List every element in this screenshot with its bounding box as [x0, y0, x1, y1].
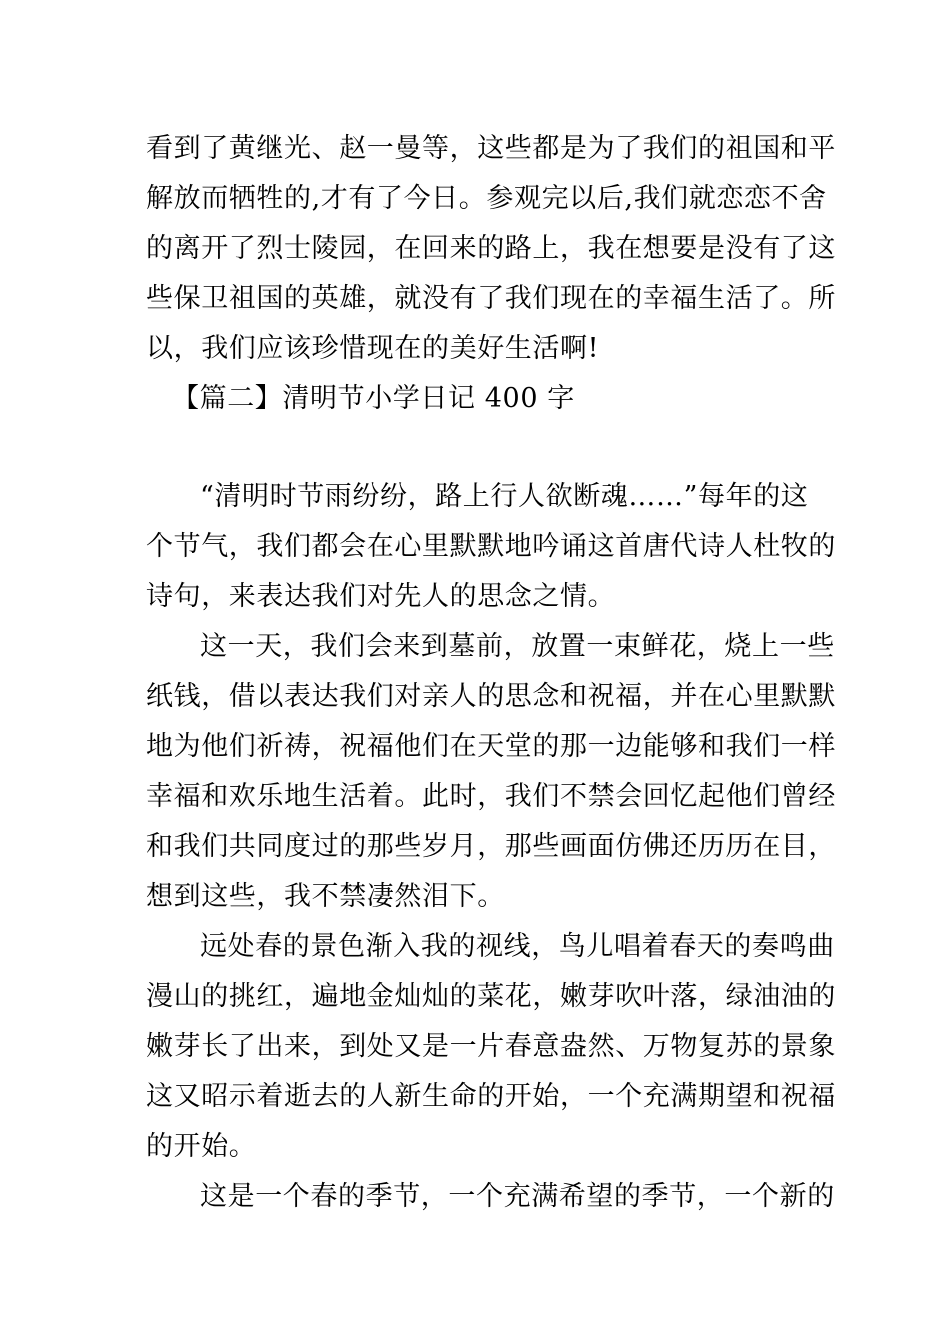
section-heading: 【篇二】清明节小学日记 400 字 [172, 383, 575, 414]
text-line: 这是一个春的季节，一个充满希望的季节，一个新的 [200, 1181, 835, 1212]
text-line: 的离开了烈士陵园，在回来的路上，我在想要是没有了这 [146, 233, 836, 264]
text-line: 嫩芽长了出来，到处又是一片春意盎然、万物复苏的景象 [146, 1031, 836, 1062]
text-line: 纸钱，借以表达我们对亲人的思念和祝福，并在心里默默 [146, 681, 836, 712]
text-line: 个节气，我们都会在心里默默地吟诵这首唐代诗人杜牧的 [146, 531, 836, 562]
text-line: 诗句，来表达我们对先人的思念之情。 [146, 581, 616, 612]
text-line: 些保卫祖国的英雄，就没有了我们现在的幸福生活了。所 [146, 283, 836, 314]
text-line: “清明时节雨纷纷，路上行人欲断魂……”每年的这 [200, 481, 809, 512]
text-line: 这又昭示着逝去的人新生命的开始，一个充满期望和祝福 [146, 1081, 836, 1112]
text-line: 漫山的挑红，遍地金灿灿的菜花，嫩芽吹叶落，绿油油的 [146, 981, 836, 1012]
text-line: 幸福和欢乐地生活着。此时，我们不禁会回忆起他们曾经 [146, 781, 836, 812]
text-line: 和我们共同度过的那些岁月，那些画面仿佛还历历在目， [146, 831, 836, 862]
text-line: 这一天，我们会来到墓前，放置一束鲜花，烧上一些 [200, 631, 835, 662]
text-line: 地为他们祈祷，祝福他们在天堂的那一边能够和我们一样 [146, 731, 836, 762]
text-line: 想到这些，我不禁凄然泪下。 [146, 881, 505, 912]
text-line: 解放而牺牲的,才有了今日。参观完以后,我们就恋恋不舍 [146, 183, 827, 214]
text-line: 以，我们应该珍惜现在的美好生活啊! [146, 333, 600, 364]
text-line: 远处春的景色渐入我的视线，鸟儿唱着春天的奏鸣曲 [200, 931, 835, 962]
text-line: 的开始。 [146, 1131, 257, 1162]
text-line: 看到了黄继光、赵一曼等，这些都是为了我们的祖国和平 [146, 133, 836, 164]
